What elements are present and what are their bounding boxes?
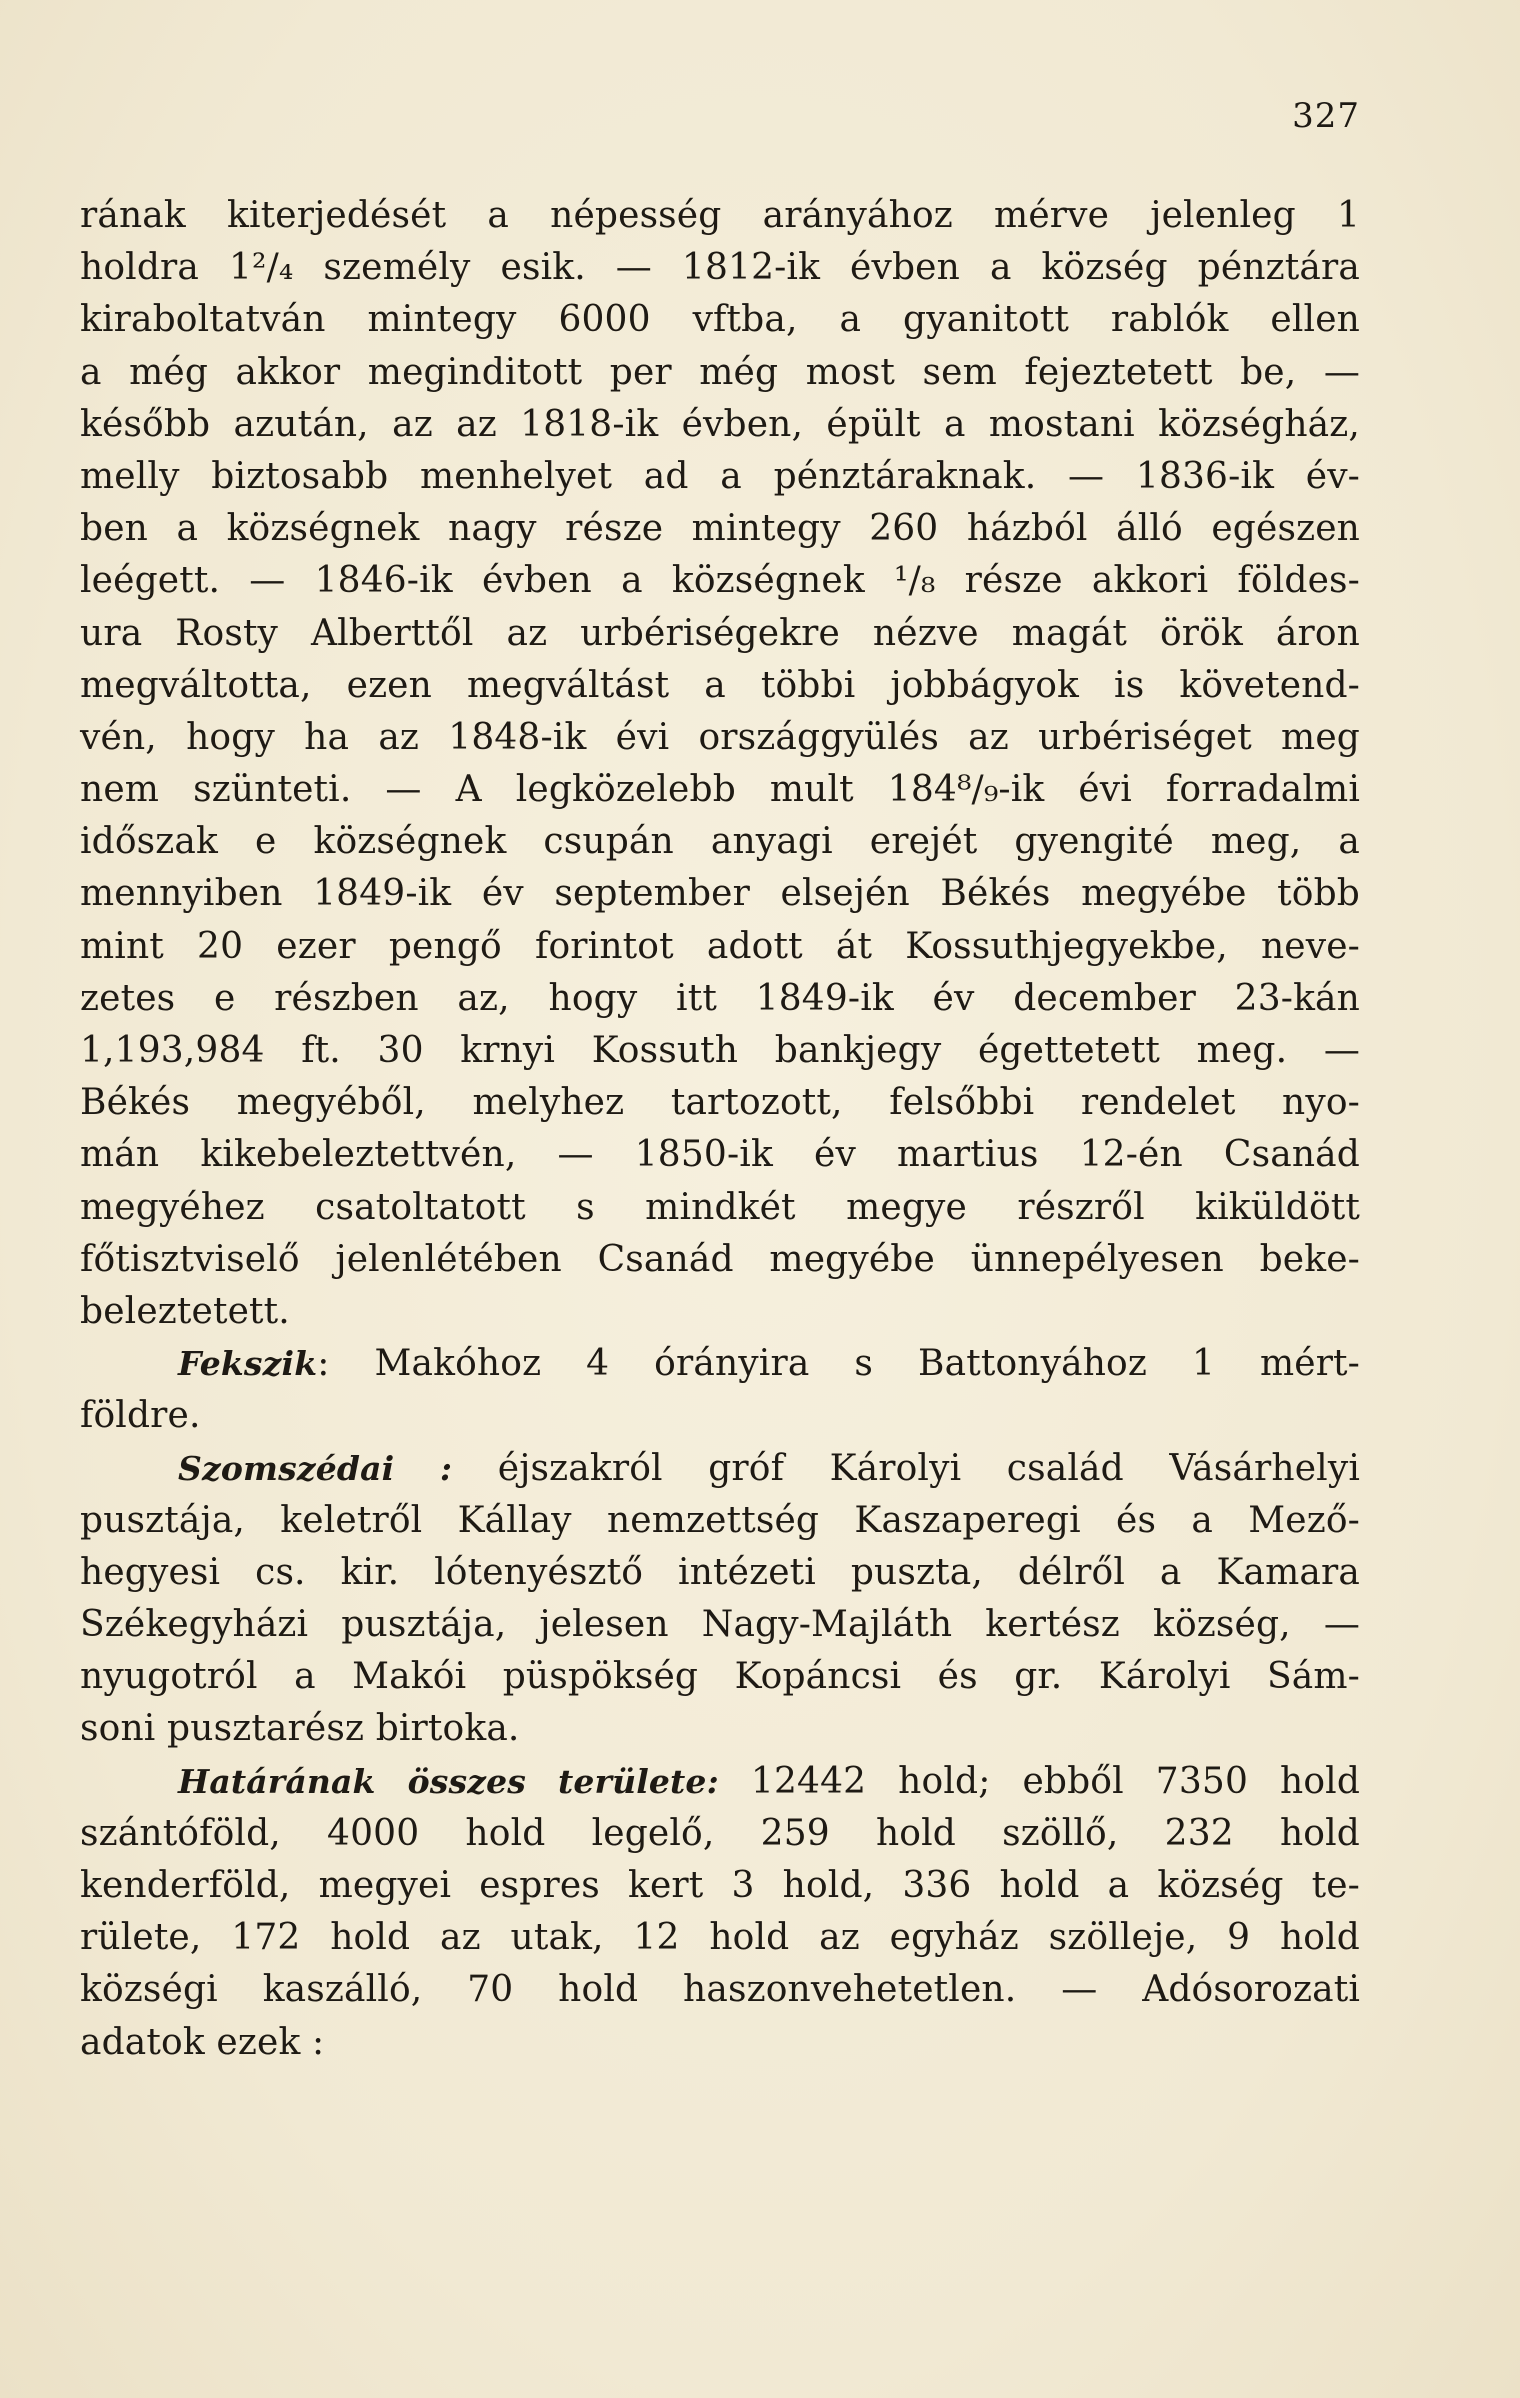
text-line: leégett. — 1846-ik évben a községnek ¹/₈ része akkori földes- (80, 560, 1360, 602)
text-line: földre. (80, 1395, 201, 1437)
text-line: Székegyházi pusztája, jelesen Nagy-Majláth kertész község, — (80, 1604, 1360, 1646)
paragraph-lead: Fekszik (178, 1344, 318, 1384)
text-line: nem szünteti. — A legközelebb mult 184⁸/₉-ik évi forradalmi (80, 769, 1360, 811)
text-line: vén, hogy ha az 1848-ik évi országgyülés az urbériséget meg (80, 716, 1360, 758)
text-line: később azután, az az 1818-ik évben, épült a mostani községház, (80, 403, 1360, 445)
paragraph-lead: Szomszédai : (178, 1448, 453, 1488)
text-line (80, 1443, 1360, 1495)
text-line: megyéhez csatoltatott s mindkét megye részről kiküldött (80, 1186, 1360, 1228)
text-line: ben a községnek nagy része mintegy 260 házból álló egészen (80, 508, 1360, 550)
text-line: nyugotról a Makói püspökség Kopáncsi és gr. Károlyi Sám- (80, 1656, 1360, 1698)
text-line: szántóföld, 4000 hold legelő, 259 hold szöllő, 232 hold (80, 1812, 1360, 1854)
text-line: mint 20 ezer pengő forintot adott át Kossuthjegyekbe, neve- (80, 925, 1360, 967)
text-line: holdra 1²/₄ személy esik. — 1812-ik évben a község pénztára (80, 247, 1360, 289)
paragraph-lead: Határának összes területe: (178, 1761, 719, 1801)
text-line-rest: 12442 hold; ebből 7350 hold (750, 1760, 1361, 1802)
text-line: mán kikebeleztettvén, — 1850-ik év martius 12-én Csanád (80, 1134, 1360, 1176)
text-line-rest: : Makóhoz 4 órányira s Battonyához 1 mért- (317, 1343, 1360, 1385)
text-line: időszak e községnek csupán anyagi erejét gyengité meg, a (80, 821, 1360, 863)
text-line: 1,193,984 ft. 30 krnyi Kossuth bankjegy égettetett meg. — (80, 1030, 1360, 1071)
paragraph-land-area (80, 1756, 1360, 2069)
text-line: rülete, 172 hold az utak, 12 hold az egyház szölleje, 9 hold (80, 1917, 1360, 1959)
paragraph-neighbours (80, 1443, 1360, 1756)
text-line: pusztája, keletről Kállay nemzettség Kaszaperegi és a Mező- (80, 1499, 1360, 1541)
paragraph-location (80, 1338, 1360, 1442)
text-line (80, 1338, 1360, 1390)
body-text (80, 190, 1360, 2069)
text-line: kenderföld, megyei espres kert 3 hold, 336 hold a község te- (80, 1865, 1360, 1906)
text-line: rának kiterjedését a népesség arányához mérve jelenleg 1 (80, 195, 1360, 236)
text-line: Békés megyéből, melyhez tartozott, felsőbbi rendelet nyo- (80, 1082, 1360, 1124)
text-line: kiraboltatván mintegy 6000 vftba, a gyanitott rablók ellen (80, 299, 1360, 341)
text-line-rest: éjszakról gróf Károlyi család Vásárhelyi (497, 1447, 1360, 1489)
text-line (80, 1756, 1360, 1808)
text-line: a még akkor meginditott per még most sem fejeztetett be, — (80, 351, 1360, 393)
text-line: mennyiben 1849-ik év september elsején Békés megyébe több (80, 873, 1360, 915)
text-line: községi kaszálló, 70 hold haszonvehetetlen. — Adósorozati (80, 1969, 1360, 2011)
text-line: beleztetett. (80, 1290, 290, 1332)
text-line: megváltotta, ezen megváltást a többi jobbágyok is követend- (80, 664, 1360, 706)
text-line: zetes e részben az, hogy itt 1849-ik év december 23-kán (80, 977, 1360, 1019)
text-line: adatok ezek : (80, 2021, 325, 2063)
text-line: soni pusztarész birtoka. (80, 1708, 520, 1750)
text-line: hegyesi cs. kir. lótenyésztő intézeti puszta, délről a Kamara (80, 1551, 1360, 1593)
text-line: főtisztviselő jelenlétében Csanád megyébe ünnepélyesen beke- (80, 1238, 1360, 1280)
page-number: 327 (1292, 96, 1360, 136)
paragraph-history (80, 190, 1360, 1338)
text-line: ura Rosty Alberttől az urbériségekre nézve magát örök áron (80, 612, 1360, 654)
text-line: melly biztosabb menhelyet ad a pénztáraknak. — 1836-ik év- (80, 455, 1360, 497)
